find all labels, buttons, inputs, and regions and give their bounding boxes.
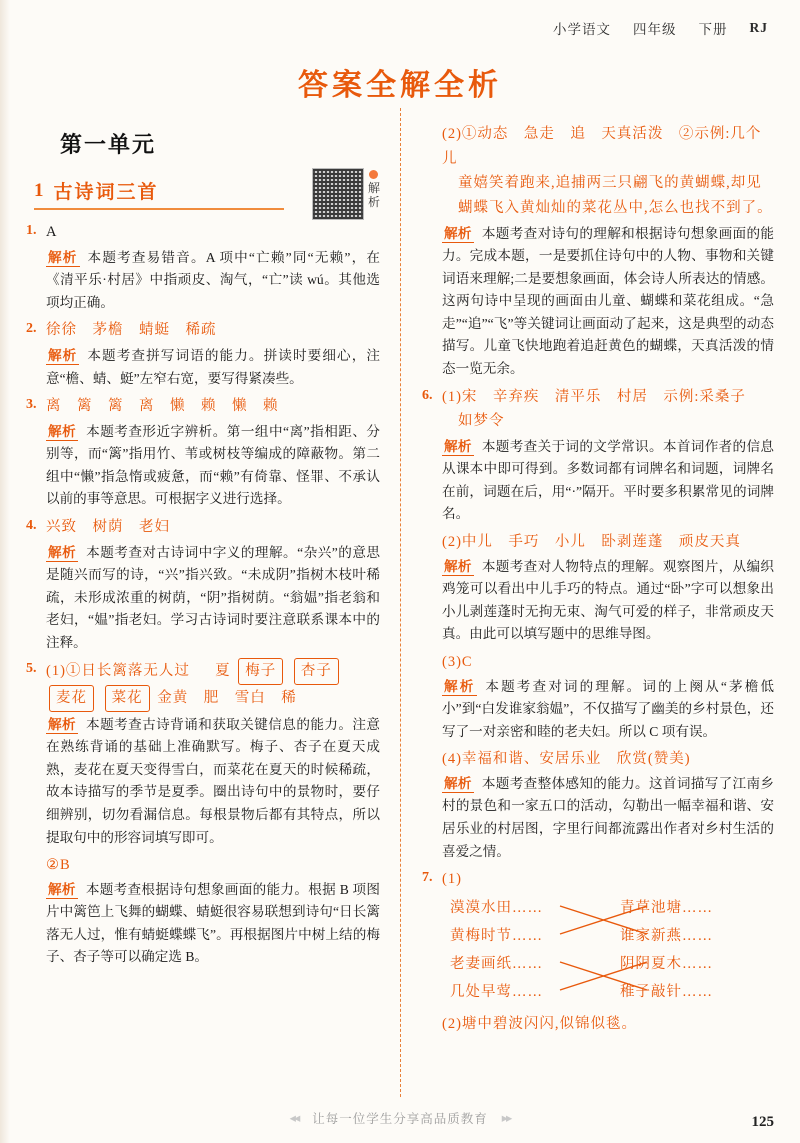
answer-text (442, 122, 774, 221)
match-left-option[interactable]: 漠漠水田…… (450, 899, 543, 916)
match-left-option[interactable]: 黄梅时节…… (450, 927, 543, 944)
play-dot-icon (369, 170, 378, 179)
analysis-block (46, 247, 380, 315)
question-item (26, 515, 380, 540)
question-number: 3. (26, 397, 37, 413)
answer-box: 梅子 (238, 658, 283, 685)
match-right-option[interactable]: 谁家新燕…… (620, 927, 713, 944)
qr-label-line2: 析 (367, 194, 380, 209)
qr-code-label (368, 170, 380, 210)
analysis-label: 解析 (444, 678, 476, 694)
answer-box: 麦花 (49, 685, 94, 712)
header-grade: 四年级 (633, 22, 677, 37)
question-number: 7. (422, 870, 433, 886)
analysis-block (46, 345, 380, 390)
question-item (26, 394, 380, 419)
question-number (422, 122, 442, 221)
analysis-block (46, 542, 380, 655)
analysis-text: 本题考查易错音。A 项中“亡赖”同“无赖”，在《清平乐·村居》中指顽皮、淘气，“亡”读 wú。其他选项均正确。 (46, 249, 380, 310)
analysis-text: 本题考查对诗句的理解和根据诗句想象画面的能力。完成本题，一是要抓住诗句中的人物、事物和关键词语来理解;二是要想象画面，体会诗人所表达的情感。这两句诗中呈现的画面由儿童、蝴蝶和菜花组成。“急走”“追”“飞”等关键词让画面动了起来，这是典型的动态描写。儿童飞快地跑着追赶黄色的蝴蝶，天真活泼的情态一览无余。 (442, 225, 775, 376)
question-item (26, 318, 380, 343)
analysis-text: 本题考查对词的理解。词的上阕从“茅檐低小”到“白发谁家翁媪”，不仅描写了幽美的乡村景色，还写了一对亲密和睦的老夫妇。所以 C 项有误。 (442, 678, 774, 739)
answer-season: 夏 (215, 663, 231, 680)
question-number: 2. (26, 321, 37, 337)
answer-text: 徐徐 茅檐 蜻蜓 稀疏 (46, 322, 217, 339)
analysis-label: 解析 (444, 558, 472, 574)
analysis-text: 本题考查对人物特点的理解。观察图片，从编织鸡笼可以看出中儿手巧的特点。通过“卧”字可以想象出小儿剥莲蓬时无拘无束、淘气可爱的样子，非常顽皮天真。由此可以填写题中的思维导图。 (442, 558, 775, 642)
lesson-heading (34, 177, 284, 210)
analysis-block (442, 556, 774, 646)
page-header (26, 18, 774, 38)
match-right-option[interactable]: 阴阴夏木…… (620, 955, 713, 972)
answer-line: 童嬉笑着跑来,追捕两三只翩飞的黄蝴蝶,却见 (458, 175, 762, 192)
analysis-text: 本题考查拼写词语的能力。拼读时要细心，注意“檐、蜻、蜓”左窄右宽，要写得紧凑些。 (46, 347, 381, 386)
two-column-body (26, 122, 774, 1082)
analysis-label: 解析 (444, 438, 472, 454)
page-edge-shadow (0, 0, 10, 1143)
analysis-block (46, 714, 380, 849)
question-item (26, 220, 380, 245)
answer-line: (2)①动态 急走 追 天真活泼 ②示例:几个儿 (442, 126, 762, 167)
lesson-number: 1 (34, 179, 44, 201)
qr-code-block[interactable] (312, 168, 380, 220)
answer-text (442, 867, 774, 892)
question-item (26, 658, 380, 711)
analysis-label: 解析 (48, 249, 78, 265)
lesson-title: 古诗词三首 (53, 182, 159, 203)
analysis-label: 解析 (48, 881, 76, 897)
qr-code-image[interactable] (312, 168, 364, 220)
question-number: 6. (422, 387, 433, 403)
analysis-text: 本题考查根据诗句想象画面的能力。根据 B 项图片中篱笆上飞舞的蝴蝶、蜻蜓很容易联想到诗句“日长篱落无人过，惟有蜻蜓蝶蝶飞”。再根据图片中树上结的梅子、杏子等可以确定选 B。 (46, 881, 380, 965)
header-subject: 小学语文 (553, 22, 611, 37)
question-number: 4. (26, 517, 37, 533)
answer-subitem: (2)塘中碧波闪闪,似锦似毯。 (442, 1015, 638, 1032)
analysis-block (442, 773, 774, 863)
answer-subitem: ②B (46, 857, 71, 874)
question-number: 5. (26, 661, 37, 677)
answer-text: 兴致 树荫 老妇 (46, 518, 170, 535)
match-left-option[interactable]: 老妻画纸…… (450, 955, 543, 972)
right-column (400, 122, 774, 1082)
analysis-block (442, 436, 774, 526)
match-right-option[interactable]: 稚子敲针…… (620, 983, 713, 1000)
answer-subitem: (2)中儿 手巧 小儿 卧剥莲蓬 顽皮天真 (442, 534, 741, 551)
analysis-text: 本题考查对古诗词中字义的理解。“杂兴”的意思是随兴而写的诗，“兴”指兴致。“未成阴”指树木枝叶稀疏，未形成浓重的树荫，“阴”指树荫。“翁媪”指老翁和老妇，“媪”指老妇。学习古诗词时要注意联系课本中的注释。 (46, 544, 380, 650)
answer-text: 离 篱 篱 离 懒 赖 懒 赖 (46, 398, 279, 415)
page-title: 答案全解全析 (298, 69, 502, 102)
page-footer (0, 1109, 800, 1127)
page-number: 125 (751, 1114, 774, 1130)
answer-text (442, 385, 774, 434)
chevron-left-icon: ◂◂ (289, 1111, 299, 1125)
header-volume: 下册 (698, 22, 728, 37)
answer-line: 如梦令 (458, 413, 505, 430)
analysis-block (442, 676, 774, 744)
left-column (26, 122, 400, 1082)
chevron-right-icon: ▸▸ (501, 1111, 511, 1125)
match-left-option[interactable]: 几处早莺…… (450, 983, 543, 1000)
analysis-block (46, 421, 380, 511)
analysis-text: 本题考查整体感知的能力。这首词描写了江南乡村的景色和一家五口的活动，勾勒出一幅幸福和谐、安居乐业的村居图，字里行间都流露出作者对乡村生活的喜爱之情。 (442, 775, 775, 859)
analysis-label: 解析 (48, 716, 77, 732)
analysis-text: 本题考查形近字辨析。第一组中“离”指相距、分别等，而“篱”指用竹、苇或树枝等编成的障蔽物。第二组中“懒”指急惰或疲惫，而“赖”有倚靠、怪罪、不承认以前的事等意思。可根据字义进行选择。 (46, 423, 380, 507)
answer-box: 菜花 (105, 685, 150, 712)
answer-subitem: (3)C (442, 653, 473, 670)
header-edition: RJ (749, 20, 768, 35)
analysis-label: 解析 (48, 347, 78, 363)
answer-box: 杏子 (294, 658, 339, 685)
answer-subitem: (4)幸福和谐、安居乐业 欣赏(赞美) (442, 751, 691, 768)
footer-slogan: 让每一位学生分享高品质教育 (312, 1112, 488, 1126)
qr-label-line1: 解 (367, 181, 380, 195)
analysis-block (46, 879, 380, 969)
question-item (422, 122, 774, 221)
analysis-block (442, 223, 774, 381)
answer-line-prefix: (1)①日长篱落无人过 (46, 663, 190, 680)
analysis-label: 解析 (444, 225, 472, 241)
answer-line: 蝴蝶飞入黄灿灿的菜花丛中,怎么也找不到了。 (458, 199, 773, 216)
analysis-label: 解析 (48, 544, 77, 560)
analysis-text: 本题考查关于词的文学常识。本首词作者的信息从课本中即可得到。多数词都有词牌名和词题，词牌名在前，词题在后，用“·”隔开。平时要多积累常见的词牌名。 (442, 438, 775, 522)
answer-subitem-prefix: (1) (442, 871, 462, 888)
unit-title: 第一单元 (60, 132, 157, 157)
answer-text (46, 658, 380, 711)
question-number: 1. (26, 223, 37, 238)
analysis-label: 解析 (48, 423, 77, 439)
question-item (422, 867, 774, 892)
matching-diagram (442, 894, 772, 1012)
match-right-option[interactable]: 青草池塘…… (620, 899, 713, 916)
answer-line: (1)宋 辛弃疾 清平乐 村居 示例:采桑子 (442, 388, 746, 405)
question-item (422, 385, 774, 434)
analysis-label: 解析 (444, 775, 472, 791)
answer-text: A (46, 224, 58, 240)
analysis-text: 本题考查古诗背诵和获取关键信息的能力。注意在熟练背诵的基础上准确默写。梅子、杏子在夏天成熟，麦花在夏天变得雪白，而菜花在夏天的时候稀疏，故本诗描写的季节是夏季。圈出诗句中的景物时，要仔细辨别，切勿看漏信息。每根景物后都有其特点，所以提取句中的形容词填写即可。 (46, 716, 381, 845)
answer-line-rest: 金黄 肥 雪白 稀 (157, 690, 297, 707)
